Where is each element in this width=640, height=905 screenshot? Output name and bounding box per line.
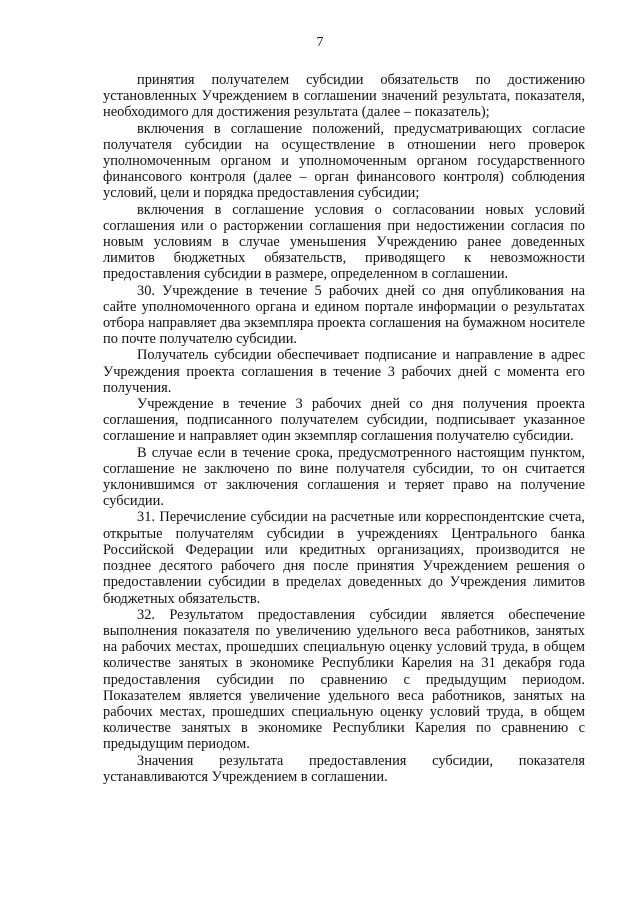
paragraph: В случае если в течение срока, предусмотренного настоящим пунктом, соглашение не заключено по вине получателя субсидии, то он считается уклонившимся от заключения соглашения и теряет право на получение субсидии.	[103, 444, 585, 510]
paragraph: Учреждение в течение 3 рабочих дней со дня получения проекта соглашения, подписанного получателем субсидии, подписывает указанное соглашение и направляет один экземпляр соглашения получателю субсидии.	[103, 396, 585, 445]
page-number: 7	[316, 35, 324, 50]
paragraph: 32. Результатом предоставления субсидии является обеспечение выполнения показателя по увеличению удельного веса работников, занятых на рабочих местах, прошедших специальную оценку условий труда, в общем количестве занятых в экономике Республики Карелия на 31 декабря года предоставления субсидии по сравнению с предыдущим периодом. Показателем является увеличение удельного веса работников, занятых на рабочих местах, прошедших специальную оценку условий труда, в общем количестве занятых в экономике Республики Карелия по сравнению с предыдущим периодом.	[103, 606, 585, 753]
paragraph: 30. Учреждение в течение 5 рабочих дней со дня опубликования на сайте уполномоченного органа и едином портале информации о результатах отбора направляет два экземпляра проекта соглашения на бумажном носителе по почте получателю субсидии.	[103, 282, 585, 348]
paragraph: Получатель субсидии обеспечивает подписание и направление в адрес Учреждения проекта соглашения в течение 3 рабочих дней с момента его получения.	[103, 347, 585, 396]
paragraph: 31. Перечисление субсидии на расчетные или корреспондентские счета, открытые получателям субсидии в учреждениях Центрального банка Российской Федерации или кредитных организациях, производится не позднее десятого рабочего дня после принятия Учреждением решения о предоставлении субсидии в пределах доведенных до Учреждения лимитов бюджетных обязательств.	[103, 509, 585, 607]
document-body	[103, 72, 585, 785]
paragraph: Значения результата предоставления субсидии, показателя устанавливаются Учреждением в соглашении.	[103, 752, 585, 785]
paragraph: принятия получателем субсидии обязательств по достижению установленных Учреждением в соглашении значений результата, показателя, необходимого для достижения результата (далее – показатель);	[103, 72, 585, 121]
paragraph: включения в соглашение условия о согласовании новых условий соглашения или о расторжении соглашения при недостижении согласия по новым условиям в случае уменьшения Учреждению ранее доведенных лимитов бюджетных обязательств, приводящего к невозможности предоставления субсидии в размере, определенном в соглашении.	[103, 201, 585, 283]
paragraph: включения в соглашение положений, предусматривающих согласие получателя субсидии на осуществление в отношении него проверок уполномоченным органом и уполномоченным органом государственного финансового контроля (далее – орган финансового контроля) соблюдения условий, цели и порядка предоставления субсидии;	[103, 120, 585, 202]
